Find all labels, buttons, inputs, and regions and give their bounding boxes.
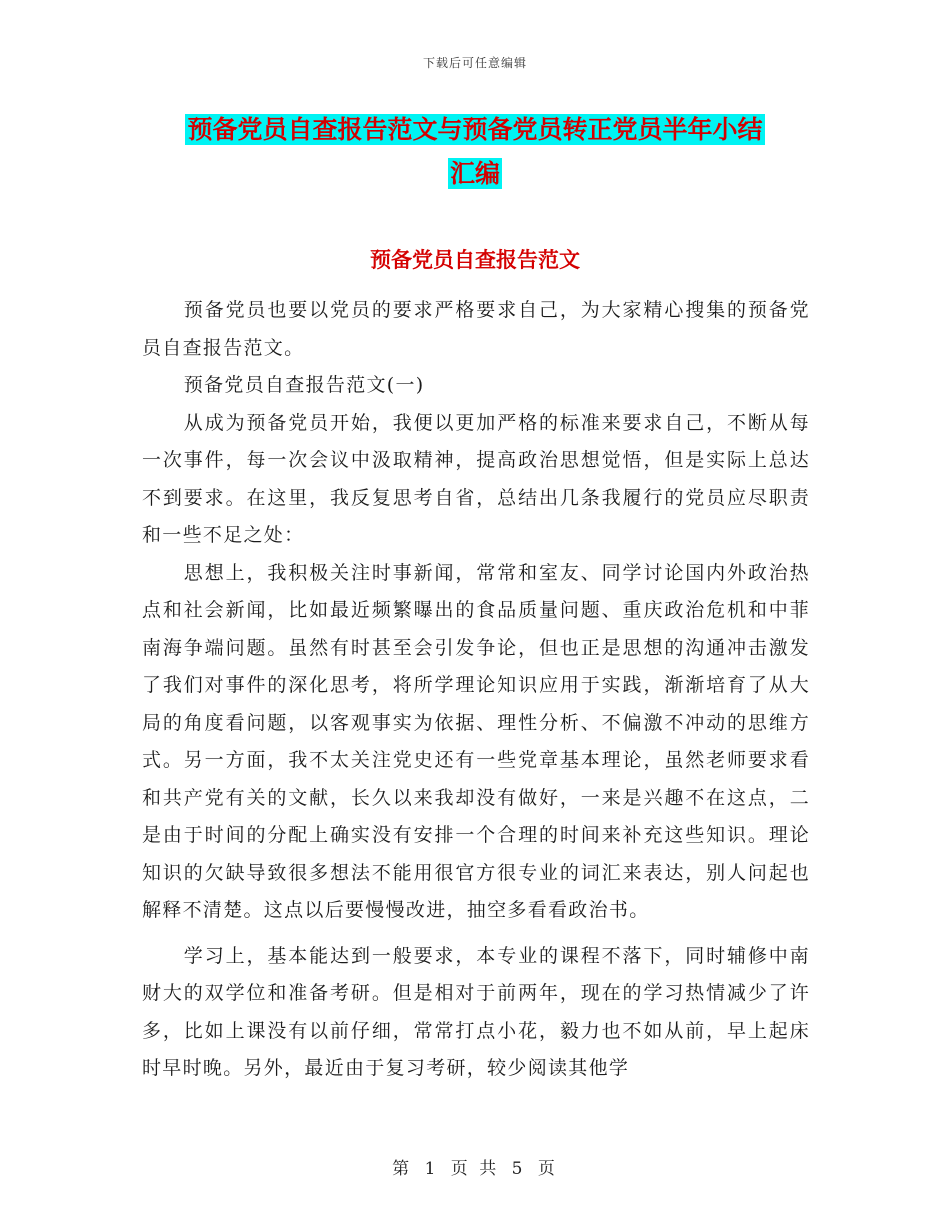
current-page-number: 1 (424, 1159, 439, 1179)
page-footer (0, 1154, 950, 1179)
paragraph-study: 学习上，基本能达到一般要求，本专业的课程不落下，同时辅修中南财大的双学位和准备考研。但是相对于前两年，现在的学习热情减少了许多，比如上课没有以前仔细，常常打点小花，毅力也不如从前，早上起床时早时晚。另外，最近由于复习考研，较少阅读其他学 (142, 944, 810, 1079)
page-label-middle: 页 共 (450, 1159, 500, 1179)
header-note: 下载后可任意编辑 (422, 56, 527, 70)
section-title: 预备党员自查报告范文 (370, 248, 580, 272)
page-label-suffix: 页 (537, 1159, 558, 1179)
paragraph-subheading: 预备党员自查报告范文(一) (183, 374, 425, 396)
paragraph-intro: 预备党员也要以党员的要求严格要求自己，为大家精心搜集的预备党员自查报告范文。 (142, 299, 810, 359)
paragraph-opening: 从成为预备党员开始，我便以更加严格的标准来要求自己，不断从每一次事件，每一次会议中汲取精神，提高政治思想觉悟，但是实际上总达不到要求。在这里，我反复思考自省，总结出几条我履行的党员应尽职责和一些不足之处： (142, 411, 810, 546)
document-title-line-2: 汇编 (449, 159, 500, 188)
page-label-prefix: 第 (392, 1159, 413, 1179)
total-pages-number: 5 (511, 1159, 526, 1179)
document-body (142, 292, 810, 1088)
paragraph-thought: 思想上，我积极关注时事新闻，常常和室友、同学讨论国内外政治热点和社会新闻，比如最近频繁曝出的食品质量问题、重庆政治危机和中菲南海争端问题。虽然有时甚至会引发争论，但也正是思想的沟通冲击激发了我们对事件的深化思考，将所学理论知识应用于实践，渐渐培育了从大局的角度看问题，以客观事实为依据、理性分析、不偏激不冲动的思维方式。另一方面，我不太关注党史还有一些党章基本理论，虽然老师要求看和共产党有关的文献，长久以来我却没有做好，一来是兴趣不在这点，二是由于时间的分配上确实没有安排一个合理的时间来补充这些知识。理论知识的欠缺导致很多想法不能用很官方很专业的词汇来表达，别人问起也解释不清楚。这点以后要慢慢改进，抽空多看看政治书。 (142, 561, 810, 921)
document-title-line-1: 预备党员自查报告范文与预备党员转正党员半年小结 (187, 115, 763, 144)
document-title (150, 108, 800, 196)
